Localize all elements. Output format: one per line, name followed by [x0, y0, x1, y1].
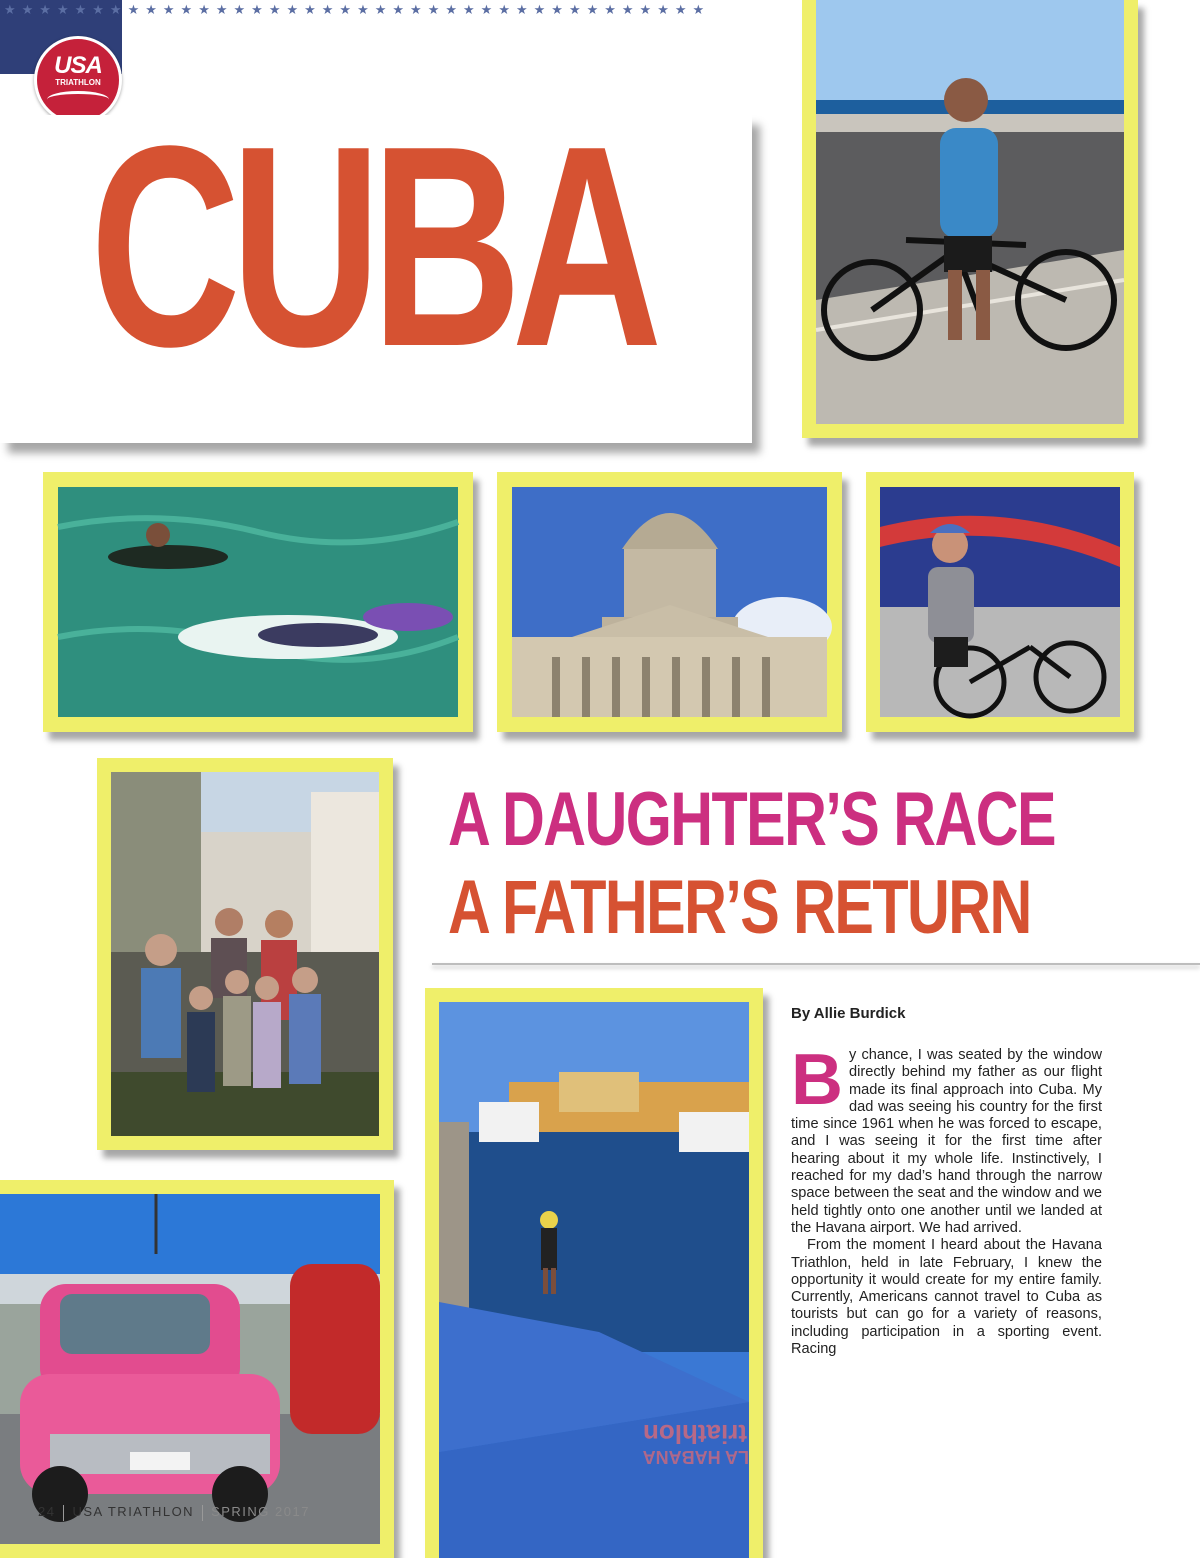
- subtitle-line-1: A DAUGHTER’S RACE: [448, 777, 1055, 862]
- paragraph-2: From the moment I heard about the Havana Triathlon, held in late February, I knew the opportunity it would create for my entire family. Currently, Americans cannot travel to Cuba as tourists but can go for a variety of reasons, including participation in a sporting event. Racing: [791, 1237, 1102, 1358]
- page-footer: [38, 1504, 310, 1521]
- magazine-name: USA TRIATHLON: [72, 1504, 195, 1519]
- logo-usa-text: USA: [54, 52, 102, 79]
- photo-frame-cyclist: [802, 0, 1138, 438]
- page-title: CUBA: [90, 86, 653, 406]
- pool-text-word: triathlon: [643, 1419, 747, 1449]
- paragraph-1: [791, 1040, 1102, 1237]
- photo-family: [111, 772, 379, 1136]
- page-number: 24: [38, 1504, 56, 1519]
- drop-cap: B: [791, 1040, 843, 1120]
- byline: By Allie Burdick: [791, 1005, 906, 1022]
- pool-text-city: LA HABANA: [642, 1447, 749, 1467]
- stars-pattern: ★★★★★★★★★★★★★★★★★★★★★★★★★★★★★★★★★★★★★★★★: [4, 3, 711, 18]
- photo-frame-classic-cars: [0, 1180, 394, 1558]
- photo-athlete-bus: [880, 487, 1120, 717]
- photo-cyclist: [816, 0, 1124, 424]
- subtitle-line-2: A FATHER’S RETURN: [448, 865, 1031, 950]
- photo-frame-swimmers: [43, 472, 473, 732]
- photo-swimmers: [58, 487, 458, 717]
- footer-divider-2: [202, 1505, 203, 1521]
- title-panel: [0, 86, 752, 443]
- issue-season: SPRING 2017: [211, 1504, 310, 1519]
- pool-painted-text-2: [509, 1446, 749, 1467]
- pool-painted-text: [487, 1418, 747, 1449]
- photo-frame-capitol: [497, 472, 842, 732]
- photo-canal: [439, 1002, 749, 1558]
- photo-capitol: [512, 487, 827, 717]
- logo-triathlon-text: TRIATHLON: [55, 78, 101, 87]
- footer-divider: [63, 1505, 64, 1521]
- article-body: [791, 1040, 1102, 1358]
- photo-frame-athlete-bus: [866, 472, 1134, 732]
- photo-frame-family: [97, 758, 393, 1150]
- headline-rule: [432, 963, 1200, 965]
- photo-classic-cars: [0, 1194, 380, 1544]
- paragraph-1-text: y chance, I was seated by the window directly behind my father as our flight made its final approach into Cuba. My dad was seeing his country for the first time since 1961 when he was forced to escape, and I was seeing it for the first time after hearing about it my whole life. Instinctively, I reached for my dad’s hand through the narrow space between the seat and the window and we held tightly onto one another until we landed at the Havana airport. We had arrived.: [791, 1047, 1102, 1236]
- photo-frame-canal: [425, 988, 763, 1558]
